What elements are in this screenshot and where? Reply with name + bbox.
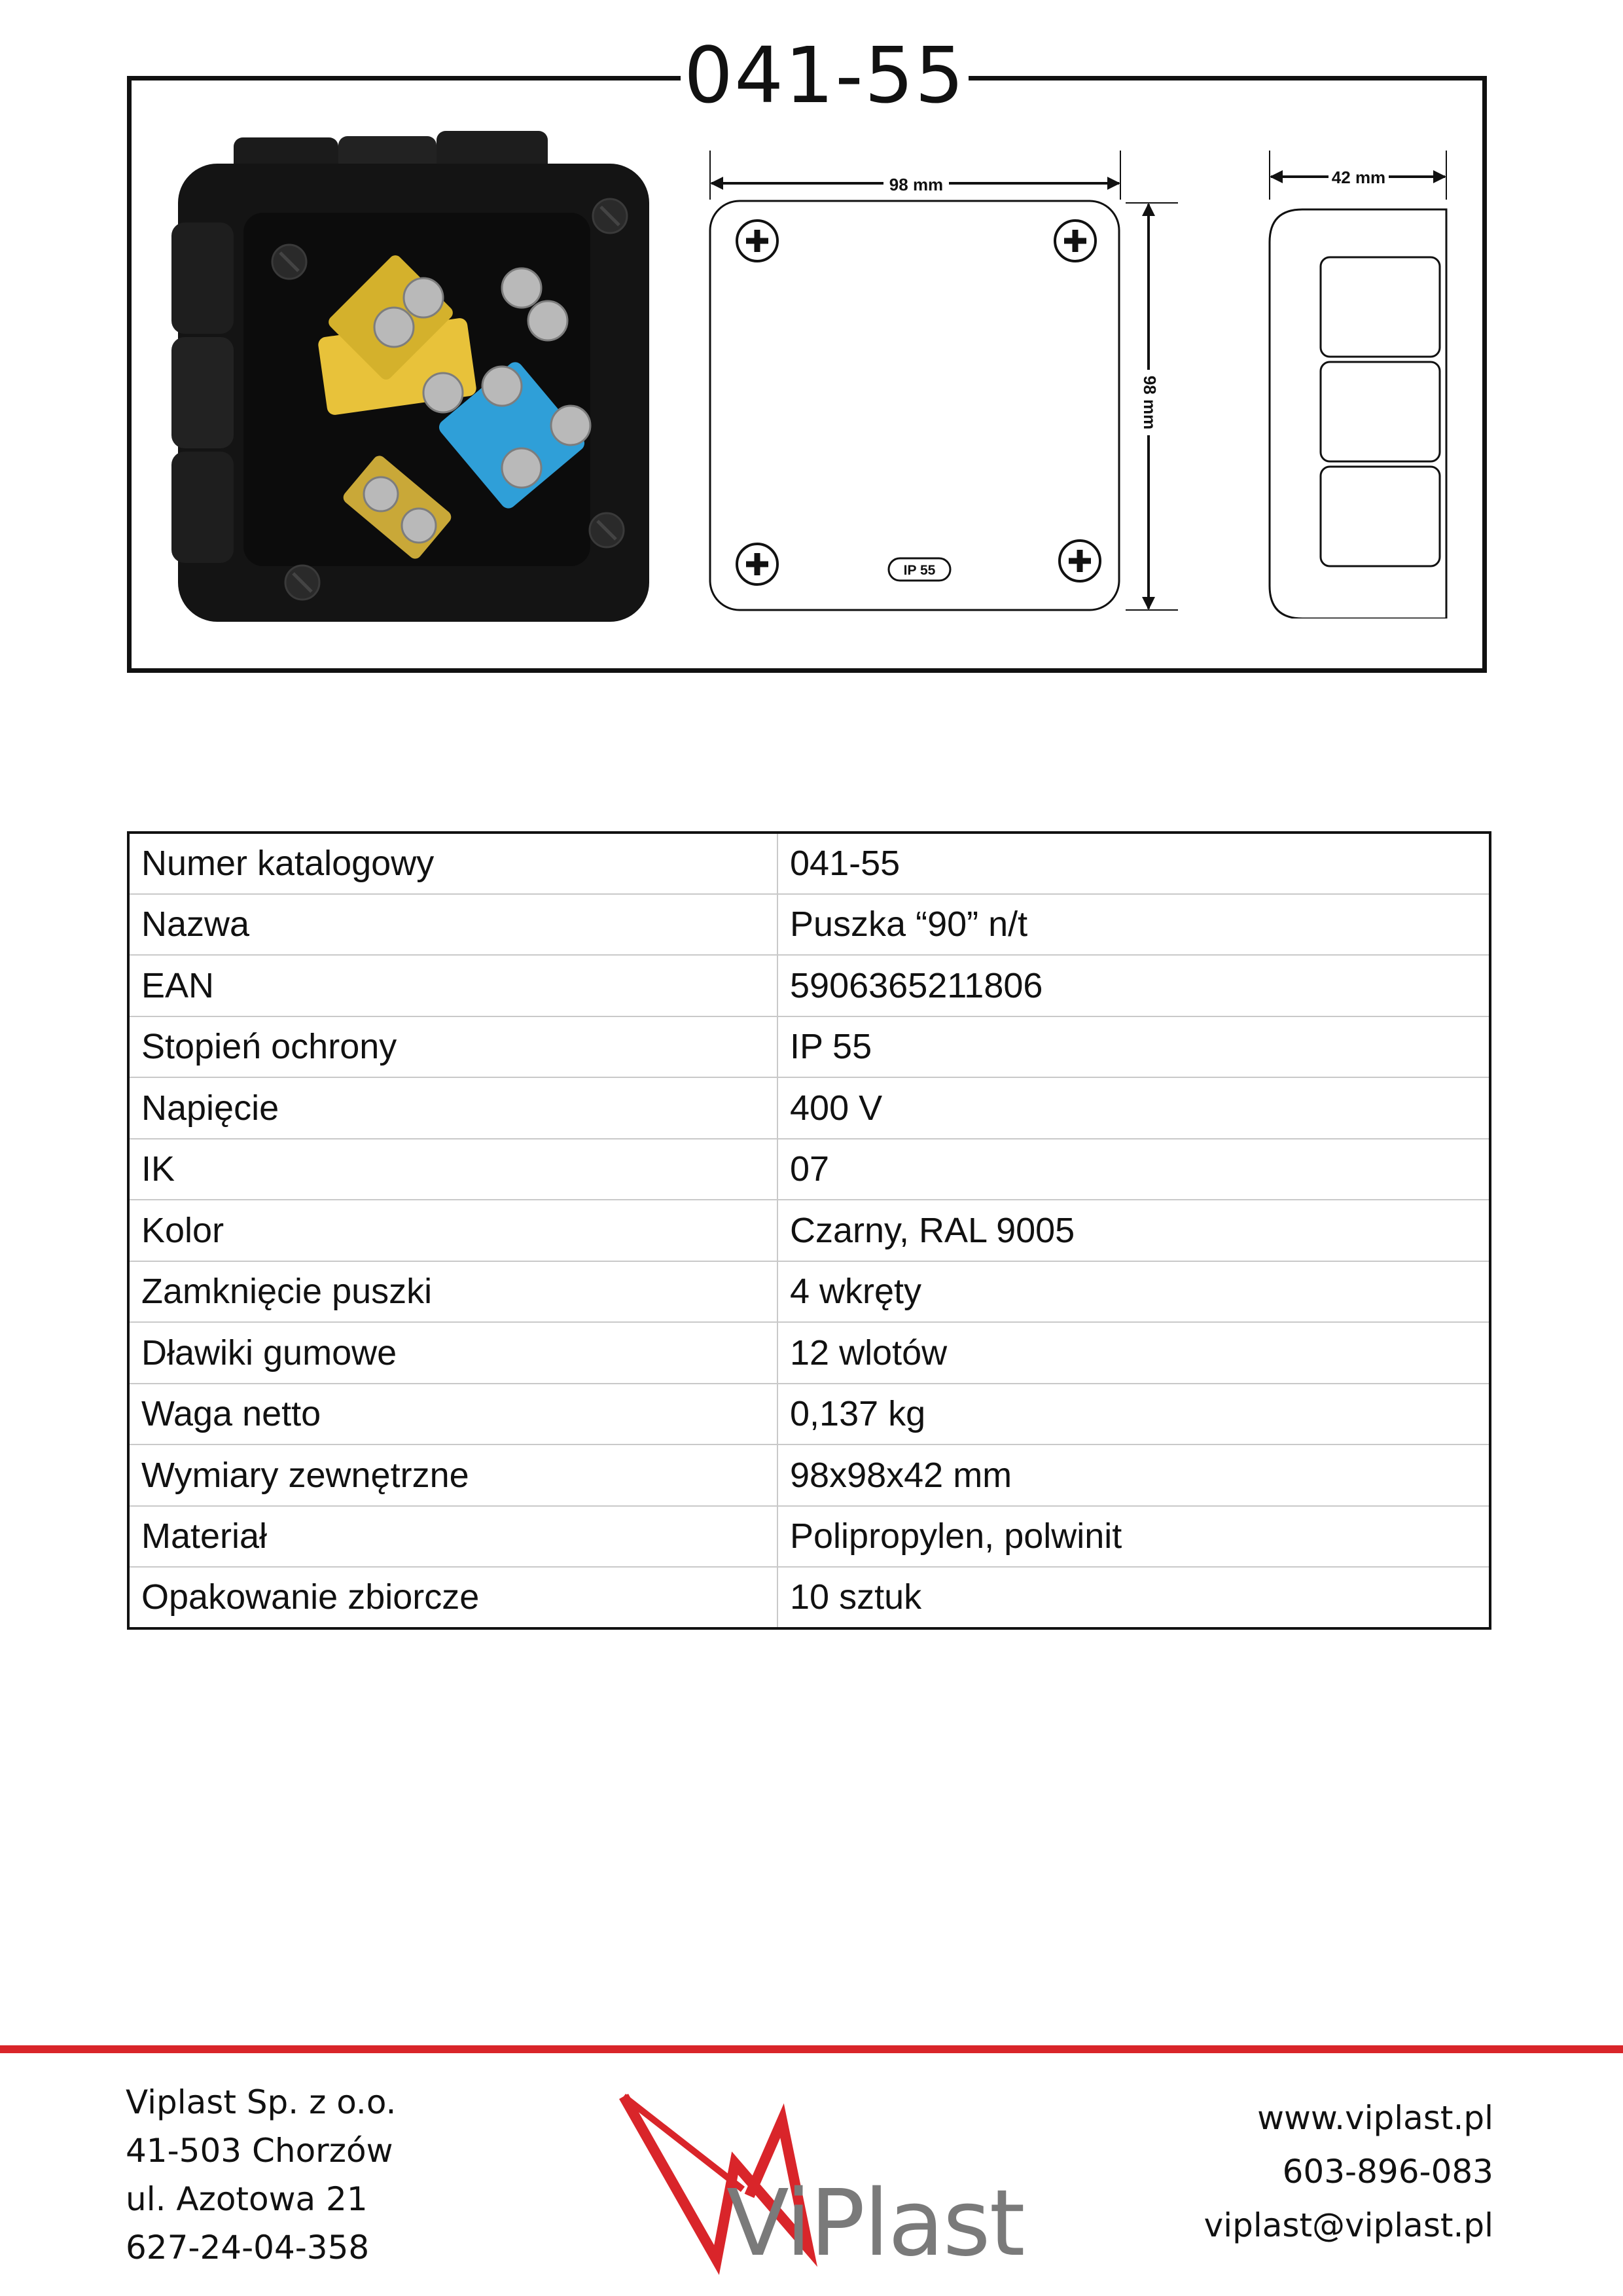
width-dimension-label: 98 mm — [889, 175, 944, 194]
spec-label: Waga netto — [128, 1384, 777, 1445]
spec-row — [128, 1384, 1490, 1445]
spec-value: 400 V — [777, 1077, 1490, 1139]
spec-value: Polipropylen, polwinit — [777, 1506, 1490, 1568]
spec-row — [128, 1139, 1490, 1200]
spec-label: IK — [128, 1139, 777, 1200]
spec-row — [128, 833, 1490, 894]
website-link[interactable]: www.viplast.pl — [1257, 2099, 1493, 2137]
spec-row — [128, 1077, 1490, 1139]
spec-row — [128, 1444, 1490, 1506]
spec-value: IP 55 — [777, 1016, 1490, 1078]
phone-number: 603-896-083 — [1282, 2153, 1493, 2191]
spec-label: Opakowanie zbiorcze — [128, 1567, 777, 1628]
spec-label: Numer katalogowy — [128, 833, 777, 894]
spec-row — [128, 1322, 1490, 1384]
spec-label: Materiał — [128, 1506, 777, 1568]
spec-label: EAN — [128, 955, 777, 1016]
spec-value: 98x98x42 mm — [777, 1444, 1490, 1506]
spec-row — [128, 894, 1490, 956]
company-tax-id: 627-24-04-358 — [126, 2229, 370, 2267]
spec-label: Zamknięcie puszki — [128, 1261, 777, 1323]
email-link[interactable]: viplast@viplast.pl — [1204, 2206, 1493, 2244]
depth-dimension-label: 42 mm — [1331, 168, 1386, 187]
spec-value: 041-55 — [777, 833, 1490, 894]
spec-value: 07 — [777, 1139, 1490, 1200]
spec-row — [128, 1200, 1490, 1261]
spec-label: Nazwa — [128, 894, 777, 956]
spec-value: 10 sztuk — [790, 1577, 922, 1617]
logo-wordmark: ViPlast — [726, 2170, 1024, 2277]
page-title: 041-55 — [681, 26, 969, 124]
spec-label: Stopień ochrony — [128, 1016, 777, 1078]
company-name: Viplast Sp. z o.o. — [126, 2083, 397, 2121]
spec-value: 5906365211806 — [777, 955, 1490, 1016]
spec-value: 0,137 kg — [777, 1384, 1490, 1445]
spec-label: Kolor — [128, 1200, 777, 1261]
spec-label: Dławiki gumowe — [128, 1322, 777, 1384]
spec-value: 4 wkręty — [777, 1261, 1490, 1323]
company-address — [126, 2078, 396, 2272]
spec-row — [128, 1567, 1490, 1628]
spec-row — [128, 1261, 1490, 1323]
spec-row — [128, 1506, 1490, 1568]
specification-table — [127, 831, 1491, 1630]
spec-label: Napięcie — [128, 1077, 777, 1139]
ip-rating-badge: IP 55 — [903, 563, 936, 578]
spec-label: Wymiary zewnętrzne — [128, 1444, 777, 1506]
height-dimension-label: 98 mm — [1140, 375, 1160, 430]
company-street: ul. Azotowa 21 — [126, 2180, 368, 2218]
product-photo — [171, 111, 657, 635]
company-contact — [1204, 2091, 1493, 2252]
company-city: 41-503 Chorzów — [126, 2132, 393, 2170]
spec-row — [128, 955, 1490, 1016]
spec-value: Czarny, RAL 9005 — [777, 1200, 1490, 1261]
spec-row — [128, 1016, 1490, 1078]
spec-value: 12 wlotów — [777, 1322, 1490, 1384]
front-view-drawing — [694, 147, 1191, 619]
side-view-drawing — [1243, 147, 1459, 619]
footer-divider — [0, 2045, 1623, 2053]
spec-value: Puszka “90” n/t — [777, 894, 1490, 956]
